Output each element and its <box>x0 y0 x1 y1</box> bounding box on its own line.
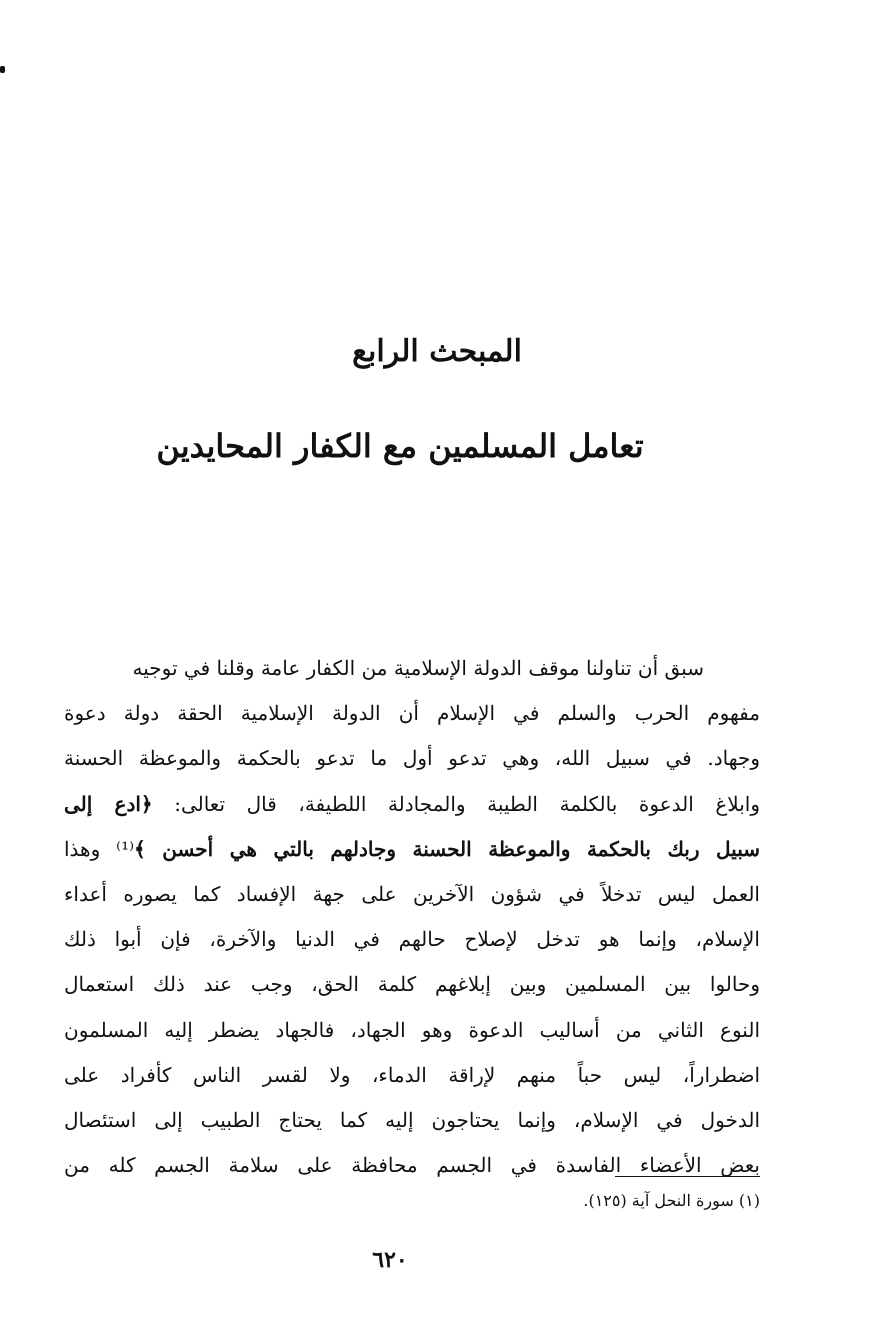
paragraph-line: النوع الثاني من أساليب الدعوة وهو الجهاد، فالجهاد يضطر إليه المسلمون <box>64 1017 760 1042</box>
paragraph-line: وحالوا بين المسلمين وبين إبلاغهم كلمة الحق، وجب عند ذلك استعمال <box>64 972 760 997</box>
scan-mark <box>0 66 5 73</box>
verse-intro-text: وابلاغ الدعوة بالكلمة الطيبة والمجادلة اللطيفة، قال تعالى: <box>152 791 760 816</box>
quran-verse-text: سبيل ربك بالحكمة والموعظة الحسنة وجادلهم بالتي هي أحسن ﴾ <box>134 836 760 861</box>
paragraph-line: وجهاد. في سبيل الله، وهي تدعو أول ما تدعو بالحكمة والموعظة الحسنة <box>64 746 760 771</box>
paragraph-line: مفهوم الحرب والسلم في الإسلام أن الدولة الإسلامية الحقة دولة دعوة <box>64 701 760 726</box>
section-title: تعامل المسلمين مع الكفار المحايدين <box>156 427 644 465</box>
paragraph-line: الإسلام، وإنما هو تدخل لإصلاح حالهم في الدنيا والآخرة، فإن أبوا ذلك <box>64 927 760 952</box>
paragraph-line: الدخول في الإسلام، وإنما يحتاجون إليه كما يحتاج الطبيب إلى استئصال <box>64 1107 760 1132</box>
paragraph-line: بعض الأعضاء الفاسدة في الجسم محافظة على سلامة الجسم كله من <box>64 1153 760 1178</box>
page-number: ٦٢٠ <box>372 1247 408 1273</box>
footnote-divider <box>615 1176 760 1177</box>
paragraph-line: سبق أن تناولنا موقف الدولة الإسلامية من الكفار عامة وقلنا في توجيه <box>132 656 704 680</box>
body-paragraph <box>64 646 760 1188</box>
quran-verse-start: ﴿ادع إلى <box>64 791 153 816</box>
footnote: (١) سورة النحل آية (١٢٥). <box>583 1191 760 1210</box>
paragraph-line-verse <box>64 827 760 872</box>
section-label: المبحث الرابع <box>352 334 522 369</box>
footnote-reference: ⁽¹⁾ <box>116 836 135 861</box>
verse-after-text: وهذا <box>64 836 117 861</box>
paragraph-line: العمل ليس تدخلاً في شؤون الآخرين على جهة الإفساد كما يصوره أعداء <box>64 881 760 906</box>
paragraph-line-verse-intro <box>64 782 760 827</box>
paragraph-line: اضطراراً، ليس حباً منهم لإراقة الدماء، ولا لقسر الناس كأفراد على <box>64 1062 760 1087</box>
